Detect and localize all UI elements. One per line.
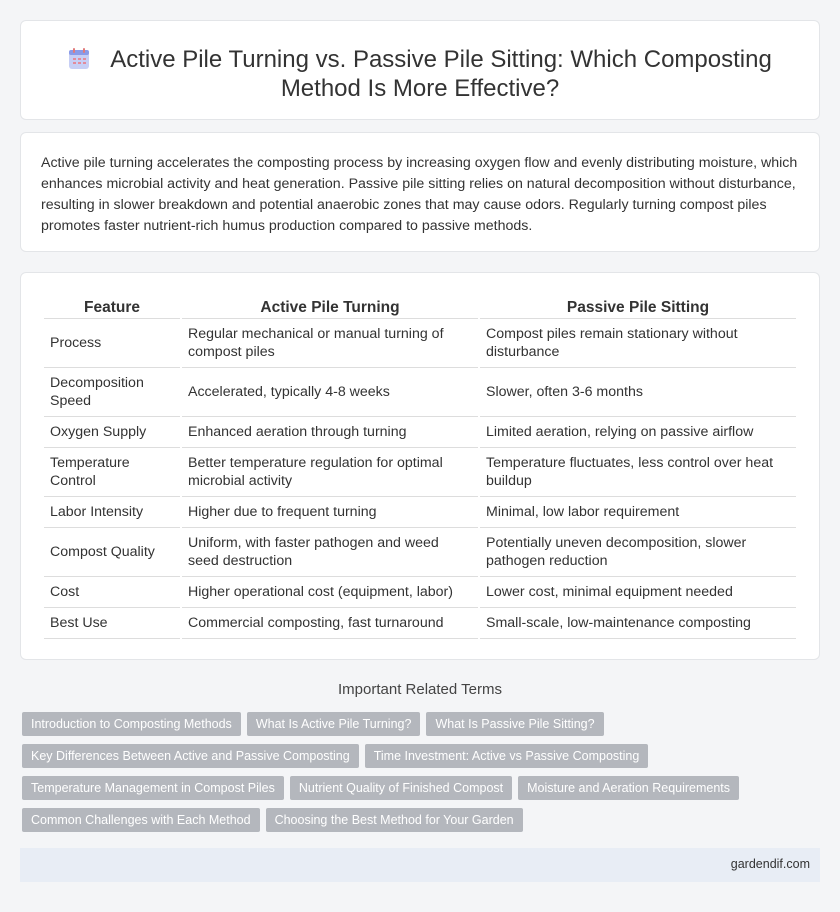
header-feature: Feature: [44, 297, 180, 319]
related-tag[interactable]: What Is Active Pile Turning?: [247, 712, 421, 736]
feature-cell: Decomposition Speed: [44, 368, 180, 417]
intro-paragraph: Active pile turning accelerates the composting process by increasing oxygen flow and evenly distributing moisture, which enhances microbial activity and heat generation. Passive pile sitting relies on natural decomposition without disturbance, resulting in slower breakdown and potential anaerobic zones that may cause odors. Regularly turning compost piles promotes faster nutrient-rich humus production compared to passive methods.: [41, 155, 798, 234]
active-cell: Regular mechanical or manual turning of compost piles: [182, 319, 478, 368]
related-tag[interactable]: What Is Passive Pile Sitting?: [426, 712, 603, 736]
title-line-1: Active Pile Turning vs. Passive Pile Sitting: Which Composting: [110, 46, 772, 73]
feature-cell: Labor Intensity: [44, 497, 180, 528]
feature-cell: Temperature Control: [44, 448, 180, 497]
active-cell: Enhanced aeration through turning: [182, 417, 478, 448]
related-tag[interactable]: Choosing the Best Method for Your Garden: [266, 808, 523, 832]
table-row: [44, 528, 796, 577]
related-terms-list: [22, 712, 822, 840]
table-row: [44, 368, 796, 417]
page-title: [21, 45, 819, 103]
related-tag[interactable]: Time Investment: Active vs Passive Composting: [365, 744, 649, 768]
active-cell: Uniform, with faster pathogen and weed seed destruction: [182, 528, 478, 577]
tag-row: [22, 808, 822, 832]
passive-cell: Lower cost, minimal equipment needed: [480, 577, 796, 608]
related-tag[interactable]: Moisture and Aeration Requirements: [518, 776, 739, 800]
passive-cell: Compost piles remain stationary without disturbance: [480, 319, 796, 368]
active-cell: Accelerated, typically 4-8 weeks: [182, 368, 478, 417]
active-cell: Commercial composting, fast turnaround: [182, 608, 478, 639]
calendar-icon: [68, 48, 90, 70]
tag-row: [22, 712, 822, 736]
passive-cell: Temperature fluctuates, less control over heat buildup: [480, 448, 796, 497]
table-row: [44, 608, 796, 639]
table-row: [44, 497, 796, 528]
intro-card: [20, 132, 820, 252]
related-tag[interactable]: Common Challenges with Each Method: [22, 808, 260, 832]
tag-row: [22, 776, 822, 800]
footer-bar: [20, 848, 820, 882]
passive-cell: Limited aeration, relying on passive airflow: [480, 417, 796, 448]
active-cell: Better temperature regulation for optimal microbial activity: [182, 448, 478, 497]
passive-cell: Potentially uneven decomposition, slower pathogen reduction: [480, 528, 796, 577]
related-tag[interactable]: Nutrient Quality of Finished Compost: [290, 776, 512, 800]
tag-row: [22, 744, 822, 768]
related-tag[interactable]: Temperature Management in Compost Piles: [22, 776, 284, 800]
active-cell: Higher operational cost (equipment, labor): [182, 577, 478, 608]
table-header-row: [44, 297, 796, 319]
feature-cell: Cost: [44, 577, 180, 608]
related-tag[interactable]: Key Differences Between Active and Passive Composting: [22, 744, 359, 768]
header-passive: Passive Pile Sitting: [480, 297, 796, 319]
title-line-2: Method Is More Effective?: [280, 75, 560, 102]
passive-cell: Slower, often 3-6 months: [480, 368, 796, 417]
feature-cell: Oxygen Supply: [44, 417, 180, 448]
feature-cell: Process: [44, 319, 180, 368]
feature-cell: Compost Quality: [44, 528, 180, 577]
feature-cell: Best Use: [44, 608, 180, 639]
title-card: [20, 20, 820, 120]
related-terms-heading: Important Related Terms: [338, 681, 502, 698]
footer-site-link[interactable]: gardendif.com: [730, 857, 810, 871]
header-active: Active Pile Turning: [182, 297, 478, 319]
passive-cell: Small-scale, low-maintenance composting: [480, 608, 796, 639]
table-row: [44, 448, 796, 497]
table-row: [44, 417, 796, 448]
comparison-table: [42, 297, 798, 639]
active-cell: Higher due to frequent turning: [182, 497, 478, 528]
table-row: [44, 319, 796, 368]
related-tag[interactable]: Introduction to Composting Methods: [22, 712, 241, 736]
comparison-card: [20, 272, 820, 660]
table-row: [44, 577, 796, 608]
passive-cell: Minimal, low labor requirement: [480, 497, 796, 528]
